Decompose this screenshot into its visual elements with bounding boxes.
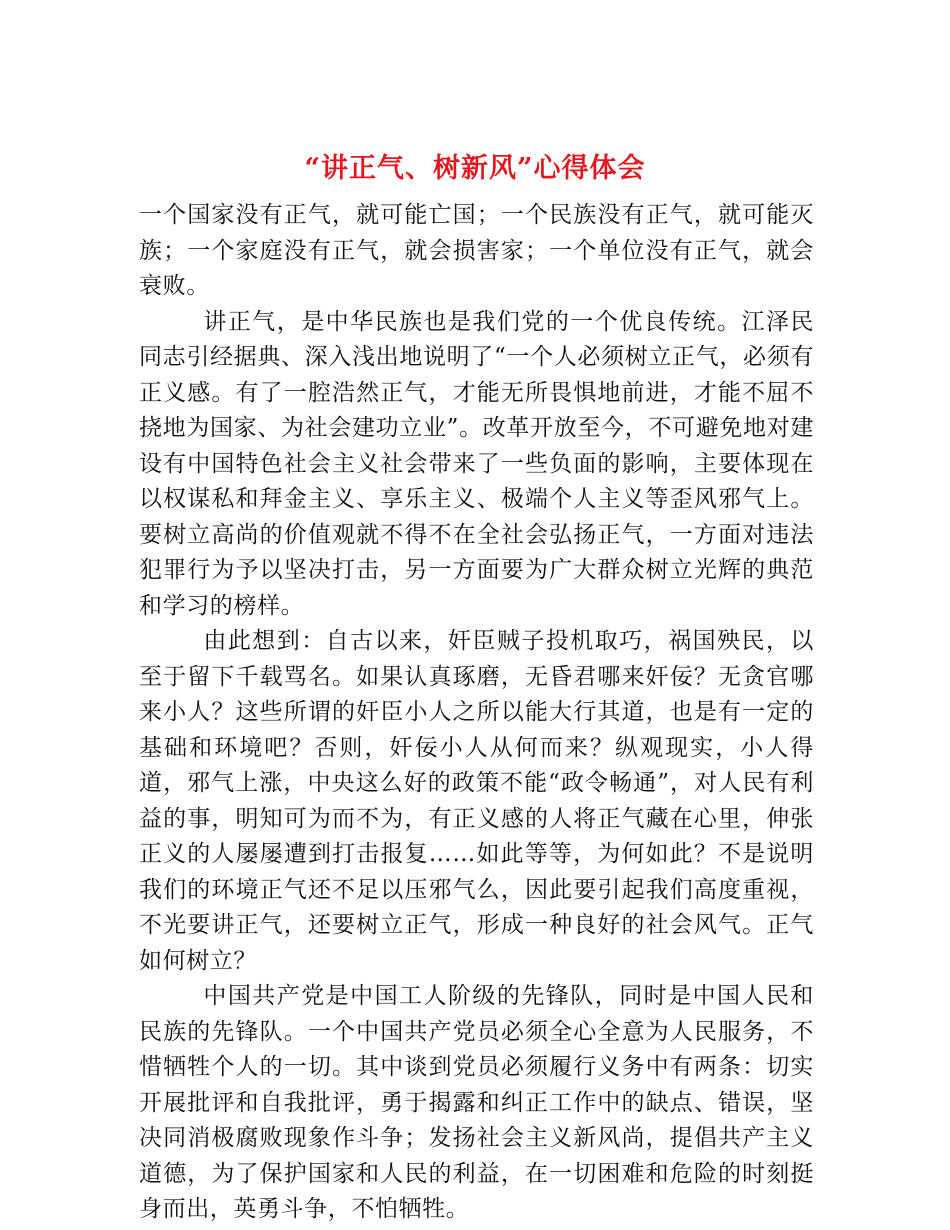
- paragraph-2: 讲正气，是中华民族也是我们党的一个优良传统。江泽民同志引经据典、深入浅出地说明了“一个人必须树立正气，必须有正义感。有了一腔浩然正气，才能无所畏惧地前进，才能不屈不挠地为国家、为社会建功立业”。改革开放至今，不可避免地对建设有中国特色社会主义社会带来了一些负面的影响，主要体现在以权谋私和拜金主义、享乐主义、极端个人主义等歪风邪气上。要树立高尚的价值观就不得不在全社会弘扬正气，一方面对违法犯罪行为予以坚决打击，另一方面要为广大群众树立光辉的典范和学习的榜样。: [139, 308, 814, 619]
- paragraph-3: 由此想到：自古以来，奸臣贼子投机取巧，祸国殃民，以至于留下千载骂名。如果认真琢磨，无昏君哪来奸佞？无贪官哪来小人？这些所谓的奸臣小人之所以能大行其道，也是有一定的基础和环境吧？否则，奸佞小人从何而来？纵观现实，小人得道，邪气上涨，中央这么好的政策不能“政令畅通”，对人民有利益的事，明知可为而不为，有正义感的人将正气藏在心里，伸张正义的人屡屡遭到打击报复……如此等等，为何如此？不是说明我们的环境正气还不足以压邪气么，因此要引起我们高度重视，不光要讲正气，还要树立正气，形成一种良好的社会风气。正气如何树立？: [139, 628, 814, 974]
- document-body: [139, 198, 814, 1228]
- paragraph-4: 中国共产党是中国工人阶级的先锋队，同时是中国人民和民族的先锋队。一个中国共产党员必须全心全意为人民服务，不惜牺牲个人的一切。其中谈到党员必须履行义务中有两条：切实开展批评和自我批评，勇于揭露和纠正工作中的缺点、错误，坚决同消极腐败现象作斗争；发扬社会主义新风尚，提倡共产主义道德，为了保护国家和人民的利益，在一切困难和危险的时刻挺身而出，英勇斗争，不怕牺牲。: [139, 983, 814, 1222]
- paragraph-1: 一个国家没有正气，就可能亡国；一个民族没有正气，就可能灭族；一个家庭没有正气，就会损害家；一个单位没有正气，就会衰败。: [139, 202, 814, 299]
- document-title: “讲正气、树新风”心得体会: [304, 153, 646, 185]
